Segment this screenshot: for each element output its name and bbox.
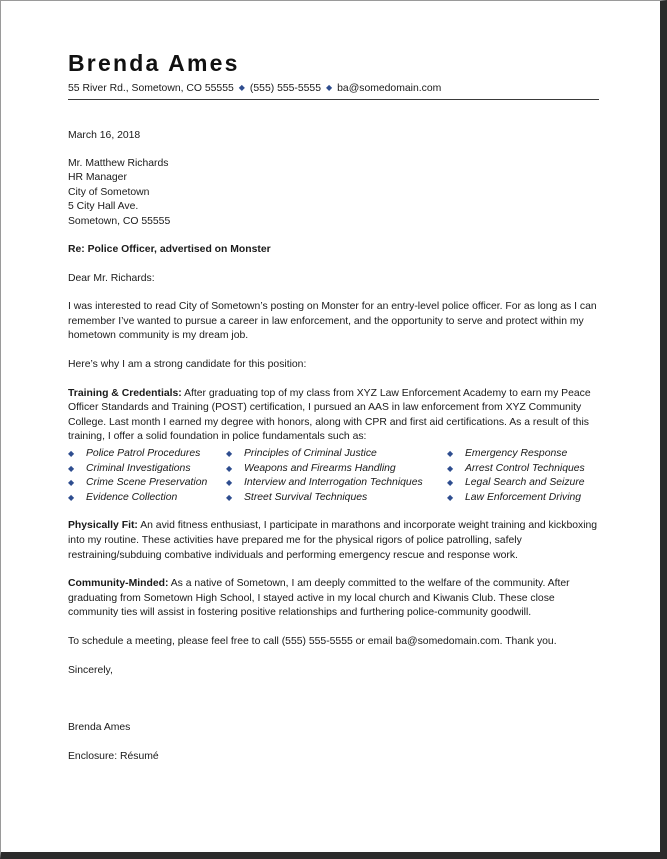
contact-phone: (555) 555-5555 (249, 83, 321, 94)
skill-item: ◆ Principles of Criminal Justice (226, 447, 447, 462)
contact-address: 55 River Rd., Sometown, CO 55555 (68, 83, 234, 94)
training-paragraph (68, 387, 604, 445)
applicant-name: Brenda Ames (68, 50, 240, 76)
skill-item: ◆ Evidence Collection (68, 491, 226, 506)
signature-name: Brenda Ames (68, 722, 131, 734)
diamond-bullet-icon: ◆ (68, 463, 75, 473)
diamond-bullet-icon: ◆ (68, 492, 75, 502)
enclosure-line: Enclosure: Résumé (68, 750, 159, 762)
diamond-bullet-icon: ◆ (447, 492, 454, 502)
community-text: As a native of Sometown, I am deeply committed to the welfare of the community. After graduating from Sometown High School, I stayed active in my local church and Kiwanis Club. These close community ties will assist in fostering positive relationships and furthering police-community goodwill. (68, 578, 570, 619)
recipient-line: HR Manager (68, 172, 127, 184)
training-text: After graduating top of my class from XYZ Law Enforcement Academy to earn my Peace Officer Standards and Training (POST) certification, I pursued an AAS in law enforcement from XYZ Community College. Last month I earned my degree with honors, along with CPR and first aid certifications. As a result of this training, I offer a solid foundation in police fundamentals such as: (68, 387, 591, 443)
skill-item: ◆ Weapons and Firearms Handling (226, 462, 447, 477)
diamond-bullet-icon: ◆ (226, 449, 233, 459)
skill-item: ◆ Arrest Control Techniques (447, 462, 607, 477)
fitness-text: An avid fitness enthusiast, I participate in marathons and incorporate weight training and kickboxing into my routine. These activities have prepared me for the physical rigors of police patrolling, safely restraining/subduing combative individuals and performing emergency rescue and response work. (68, 520, 598, 561)
recipient-line: Sometown, CO 55555 (68, 215, 171, 227)
diamond-bullet-icon: ◆ (447, 478, 454, 488)
diamond-bullet-icon: ◆ (68, 478, 75, 488)
contact-line (68, 82, 599, 100)
skill-item: ◆ Emergency Response (447, 447, 607, 462)
diamond-bullet-icon: ◆ (226, 463, 233, 473)
fitness-paragraph (68, 519, 604, 563)
skill-item: ◆ Legal Search and Seizure (447, 476, 607, 491)
salutation: Dear Mr. Richards: (68, 272, 155, 284)
recipient-block (68, 157, 604, 230)
skill-item: ◆ Law Enforcement Driving (447, 491, 607, 506)
fitness-heading: Physically Fit: (68, 520, 138, 532)
community-heading: Community-Minded: (68, 578, 169, 590)
skills-list (68, 447, 604, 505)
skill-item: ◆ Crime Scene Preservation (68, 476, 226, 491)
skill-item: ◆ Criminal Investigations (68, 462, 226, 477)
recipient-line: 5 City Hall Ave. (68, 201, 139, 213)
skill-item: ◆ Street Survival Techniques (226, 491, 447, 506)
intro-paragraph: I was interested to read City of Sometown’s posting on Monster for an entry-level police officer. For as long as I can remember I’ve wanted to pursue a career in law enforcement, and the opportunity to serve and protect within my hometown community is my dream job. (68, 301, 597, 342)
diamond-separator-icon: ◆ (238, 83, 245, 92)
diamond-bullet-icon: ◆ (447, 463, 454, 473)
diamond-bullet-icon: ◆ (226, 478, 233, 488)
community-paragraph (68, 577, 604, 621)
recipient-line: City of Sometown (68, 186, 150, 198)
training-heading: Training & Credentials: (68, 387, 182, 399)
skill-item: ◆ Police Patrol Procedures (68, 447, 226, 462)
diamond-bullet-icon: ◆ (68, 449, 75, 459)
cover-letter (68, 49, 604, 764)
diamond-separator-icon: ◆ (325, 83, 333, 92)
letter-date: March 16, 2018 (68, 130, 141, 141)
why-paragraph: Here’s why I am a strong candidate for this position: (68, 359, 307, 371)
skill-item: ◆ Interview and Interrogation Techniques (226, 476, 447, 491)
contact-email: ba@somedomain.com (337, 83, 442, 94)
closing: Sincerely, (68, 664, 113, 676)
diamond-bullet-icon: ◆ (226, 492, 233, 502)
schedule-paragraph: To schedule a meeting, please feel free to call (555) 555-5555 or email ba@somedomain.com. Thank you. (68, 635, 557, 647)
subject-line: Re: Police Officer, advertised on Monster (68, 244, 271, 256)
recipient-line: Mr. Matthew Richards (68, 157, 169, 169)
diamond-bullet-icon: ◆ (447, 449, 454, 459)
